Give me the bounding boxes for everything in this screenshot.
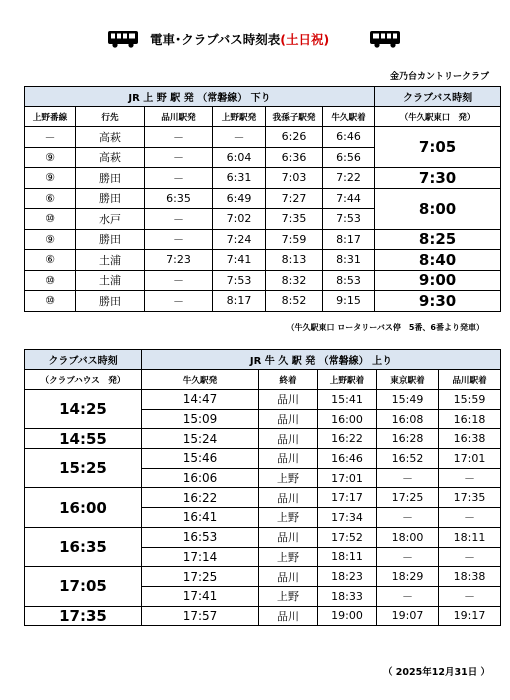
table-cell: 16:53: [142, 527, 259, 547]
table-cell: 15:24: [142, 429, 259, 449]
table-cell: 水戸: [76, 209, 145, 230]
table-cell: 16:52: [377, 449, 439, 469]
table-cell: 16:46: [318, 449, 377, 469]
table-cell: 17:01: [439, 449, 501, 469]
table-cell: 高萩: [76, 127, 145, 148]
table-cell: 19:07: [377, 606, 439, 626]
table-cell: 8:17: [323, 229, 375, 250]
table-row: [25, 390, 501, 410]
column-header: 行先: [76, 107, 145, 127]
table-cell: 16:18: [439, 409, 501, 429]
table-cell: 品川: [259, 488, 318, 508]
column-header: 品川駅発: [145, 107, 213, 127]
bus-stop-note: （牛久駅東口 ロータリーバス停 5番、6番より発車）: [286, 323, 484, 332]
bus-icon: [369, 30, 401, 48]
bus-time-cell: 14:55: [25, 429, 142, 449]
table-cell: 17:41: [142, 586, 259, 606]
table-cell: 勝田: [76, 188, 145, 209]
table-cell: 7:02: [213, 209, 266, 230]
table-cell: 6:04: [213, 147, 266, 168]
table-cell: －: [213, 127, 266, 148]
table-cell: 16:22: [142, 488, 259, 508]
bus-header: クラブバス時刻: [25, 350, 142, 370]
table-cell: 17:01: [318, 468, 377, 488]
table-cell: －: [439, 508, 501, 528]
table-cell: 8:13: [266, 250, 323, 271]
table-cell: 上野: [259, 508, 318, 528]
table-cell: 7:22: [323, 168, 375, 189]
table-cell: 18:11: [318, 547, 377, 567]
table-cell: 8:53: [323, 270, 375, 291]
table-cell: 14:47: [142, 390, 259, 410]
outbound-timetable: [24, 86, 501, 312]
table-cell: 16:41: [142, 508, 259, 528]
table-cell: －: [377, 586, 439, 606]
column-header: 上野駅発: [213, 107, 266, 127]
column-header: 上野駅着: [318, 370, 377, 390]
bus-time-cell: 8:40: [375, 250, 501, 271]
table-cell: 6:49: [213, 188, 266, 209]
table-cell: 6:31: [213, 168, 266, 189]
table-row: [25, 449, 501, 469]
table-cell: 勝田: [76, 291, 145, 312]
column-header: 我孫子駅発: [266, 107, 323, 127]
table-cell: 上野: [259, 586, 318, 606]
table-cell: －: [145, 291, 213, 312]
table-cell: －: [439, 468, 501, 488]
table-cell: 16:08: [377, 409, 439, 429]
table-cell: 15:41: [318, 390, 377, 410]
bus-time-cell: 17:05: [25, 567, 142, 606]
table-cell: 6:35: [145, 188, 213, 209]
table-cell: 品川: [259, 567, 318, 587]
table-cell: 19:17: [439, 606, 501, 626]
table-cell: 16:28: [377, 429, 439, 449]
table-cell: 高萩: [76, 147, 145, 168]
table-cell: 17:35: [439, 488, 501, 508]
table-cell: －: [25, 127, 76, 148]
table-cell: 土浦: [76, 270, 145, 291]
bus-icon: [107, 30, 139, 48]
column-header: 東京駅着: [377, 370, 439, 390]
table-cell: 勝田: [76, 168, 145, 189]
table-cell: 18:11: [439, 527, 501, 547]
table-cell: 16:38: [439, 429, 501, 449]
table-cell: －: [145, 229, 213, 250]
table-row: [25, 488, 501, 508]
table-cell: 6:26: [266, 127, 323, 148]
table-cell: 品川: [259, 409, 318, 429]
table-cell: 8:17: [213, 291, 266, 312]
table-cell: －: [377, 468, 439, 488]
table-row: [25, 168, 501, 189]
table-cell: 18:33: [318, 586, 377, 606]
table-cell: 18:29: [377, 567, 439, 587]
table-cell: 6:46: [323, 127, 375, 148]
table-cell: 品川: [259, 449, 318, 469]
bus-time-cell: 7:05: [375, 127, 501, 168]
table-cell: ⑥: [25, 188, 76, 209]
column-header: 上野番線: [25, 107, 76, 127]
table-cell: 15:49: [377, 390, 439, 410]
table-cell: ⑨: [25, 168, 76, 189]
inbound-timetable: [24, 349, 501, 626]
inbound-title: JR 牛 久 駅 発 （常磐線） 上り: [142, 350, 501, 370]
table-cell: ⑩: [25, 291, 76, 312]
table-cell: 6:56: [323, 147, 375, 168]
table-cell: 7:23: [145, 250, 213, 271]
bus-subheader: （牛久駅東口 発）: [375, 107, 501, 127]
table-cell: 勝田: [76, 229, 145, 250]
table-cell: 7:44: [323, 188, 375, 209]
table-cell: 17:57: [142, 606, 259, 626]
table-cell: 上野: [259, 468, 318, 488]
table-cell: 品川: [259, 606, 318, 626]
table-cell: 8:31: [323, 250, 375, 271]
table-cell: ⑥: [25, 250, 76, 271]
table-cell: 7:27: [266, 188, 323, 209]
table-cell: 16:00: [318, 409, 377, 429]
table-cell: 16:06: [142, 468, 259, 488]
table-cell: 7:53: [213, 270, 266, 291]
outbound-title: JR 上 野 駅 発 （常磐線） 下り: [25, 87, 375, 107]
table-cell: －: [145, 127, 213, 148]
table-cell: －: [439, 586, 501, 606]
table-cell: －: [377, 508, 439, 528]
table-row: [25, 567, 501, 587]
table-cell: 17:52: [318, 527, 377, 547]
table-cell: ⑨: [25, 147, 76, 168]
title-row: [0, 27, 510, 53]
table-cell: 7:41: [213, 250, 266, 271]
table-cell: －: [439, 547, 501, 567]
table-cell: 7:24: [213, 229, 266, 250]
table-cell: －: [145, 209, 213, 230]
table-cell: 6:36: [266, 147, 323, 168]
bus-time-cell: 9:00: [375, 270, 501, 291]
table-cell: 7:35: [266, 209, 323, 230]
table-row: [25, 229, 501, 250]
bus-time-cell: 14:25: [25, 390, 142, 429]
bus-header: クラブバス時刻: [375, 87, 501, 107]
table-row: [25, 606, 501, 626]
table-cell: 16:22: [318, 429, 377, 449]
table-cell: 品川: [259, 429, 318, 449]
table-cell: 17:25: [377, 488, 439, 508]
table-cell: ⑨: [25, 229, 76, 250]
table-cell: 上野: [259, 547, 318, 567]
table-cell: 17:34: [318, 508, 377, 528]
table-row: [25, 188, 501, 209]
table-cell: 17:25: [142, 567, 259, 587]
table-cell: 15:59: [439, 390, 501, 410]
column-header: 牛久駅発: [142, 370, 259, 390]
table-cell: ⑩: [25, 209, 76, 230]
table-cell: 9:15: [323, 291, 375, 312]
table-cell: －: [145, 147, 213, 168]
table-row: [25, 527, 501, 547]
table-cell: 17:14: [142, 547, 259, 567]
bus-time-cell: 16:00: [25, 488, 142, 527]
table-cell: 7:59: [266, 229, 323, 250]
table-row: [25, 270, 501, 291]
table-cell: 品川: [259, 527, 318, 547]
table-cell: －: [145, 168, 213, 189]
table-row: [25, 429, 501, 449]
column-header: 品川駅着: [439, 370, 501, 390]
table-cell: 7:53: [323, 209, 375, 230]
table-cell: 17:17: [318, 488, 377, 508]
table-cell: 15:09: [142, 409, 259, 429]
column-header: 牛久駅着: [323, 107, 375, 127]
table-cell: 18:38: [439, 567, 501, 587]
page-title: 電車･クラブバス時刻表(土日祝): [150, 32, 330, 47]
table-cell: 品川: [259, 390, 318, 410]
table-cell: 15:46: [142, 449, 259, 469]
table-cell: 18:23: [318, 567, 377, 587]
table-cell: 土浦: [76, 250, 145, 271]
bus-time-cell: 9:30: [375, 291, 501, 312]
table-row: [25, 291, 501, 312]
bus-time-cell: 8:25: [375, 229, 501, 250]
table-cell: －: [377, 547, 439, 567]
revision-date: （ 2025年12月31日 ）: [383, 667, 490, 678]
table-cell: －: [145, 270, 213, 291]
bus-time-cell: 7:30: [375, 168, 501, 189]
table-cell: 8:32: [266, 270, 323, 291]
table-cell: 18:00: [377, 527, 439, 547]
bus-time-cell: 15:25: [25, 449, 142, 488]
table-cell: 7:03: [266, 168, 323, 189]
table-row: [25, 127, 501, 148]
club-name: 金乃台カントリークラブ: [389, 72, 489, 82]
bus-time-cell: 16:35: [25, 527, 142, 566]
table-cell: 19:00: [318, 606, 377, 626]
bus-time-cell: 8:00: [375, 188, 501, 229]
bus-time-cell: 17:35: [25, 606, 142, 626]
bus-subheader: （クラブハウス 発）: [25, 370, 142, 390]
table-cell: 8:52: [266, 291, 323, 312]
table-cell: ⑩: [25, 270, 76, 291]
column-header: 終着: [259, 370, 318, 390]
table-row: [25, 250, 501, 271]
